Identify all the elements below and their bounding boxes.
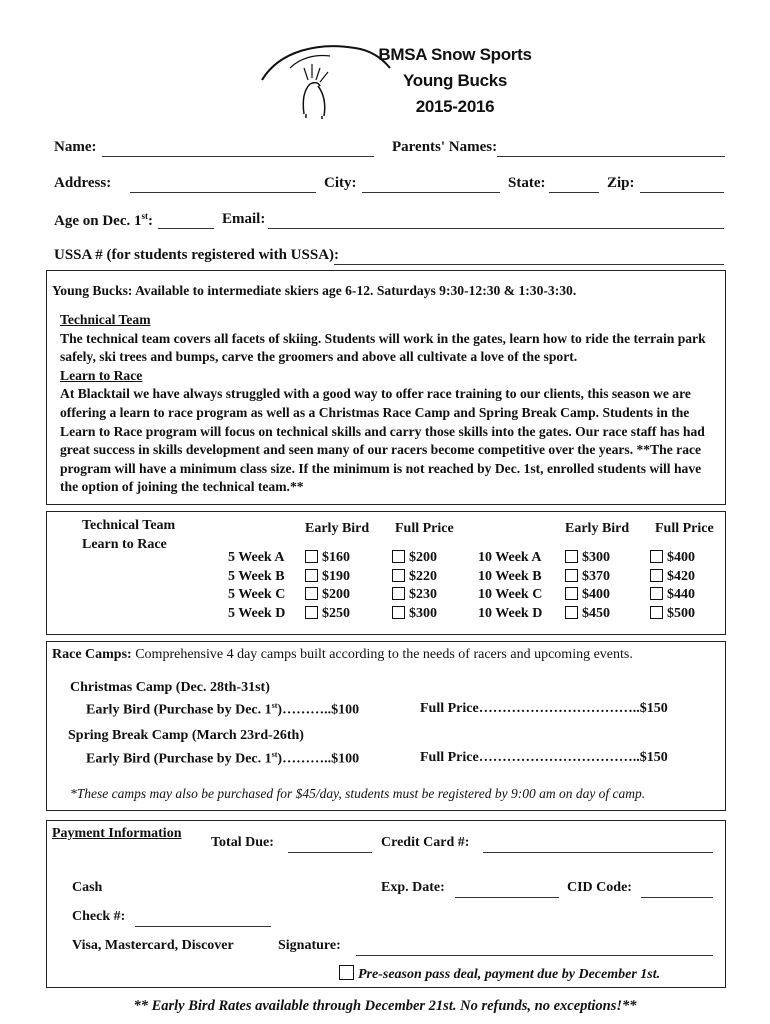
early-bird-header-right: Early Bird: [565, 521, 630, 536]
xmas-full-price: Full Price……………………………..$150: [420, 701, 668, 716]
check-field[interactable]: [135, 912, 271, 927]
price-option[interactable]: $300: [565, 549, 610, 568]
spring-early-bird: Early Bird (Purchase by Dec. 1st)………..$100: [86, 750, 360, 767]
camps-note: *These camps may also be purchased for $45/day, students must be registered by 9:00 am on day of camp.: [70, 786, 646, 801]
week-label: 5 Week D: [228, 605, 286, 621]
total-due-field[interactable]: [288, 838, 372, 853]
week-label: 5 Week A: [228, 550, 285, 565]
checkbox: [565, 550, 578, 563]
week-label: 10 Week B: [478, 568, 542, 584]
price-option[interactable]: $370: [565, 568, 610, 587]
learn-to-race-heading: Learn to Race: [60, 367, 143, 383]
pricing-right-early: [565, 549, 610, 623]
price-option[interactable]: $500: [650, 605, 695, 624]
pricing-right-full: [650, 549, 695, 623]
cid-code-label: CID Code:: [567, 880, 632, 895]
learn-to-race-text: At Blacktail we have always struggled with a good way to offer race training to our clients, this season we are offering a learn to race program as well as a Christmas Race Camp and Spring Break Camp. Students in the Learn to Race program will focus on technical skills and carry those skills into the gates. Our race staff has had great success in skills development and seen many of our racers become competitive over the years. **The race program will have a minimum class size. If the minimum is not reached by Dec. 1st, enrolled students will have the option of joining the technical team.**: [60, 386, 705, 495]
pricing-left-full: [392, 549, 437, 623]
title-line-3: 2015-2016: [415, 97, 495, 116]
parents-label: Parents' Names:: [392, 139, 498, 155]
checkbox: [650, 587, 663, 600]
preseason-option[interactable]: Pre-season pass deal, payment due by December 1st.: [339, 965, 660, 983]
checkbox: [305, 569, 318, 582]
title-line-2: Young Bucks: [402, 71, 508, 90]
zip-field[interactable]: [640, 178, 724, 193]
city-field[interactable]: [362, 178, 500, 193]
checkbox: [392, 569, 405, 582]
week-label: 5 Week B: [228, 568, 285, 584]
checkbox: [305, 606, 318, 619]
price-option[interactable]: $400: [650, 549, 695, 568]
price-option[interactable]: $200: [305, 586, 350, 605]
week-label: 10 Week D: [478, 605, 543, 621]
email-label: Email:: [222, 211, 266, 227]
spring-camp-title: Spring Break Camp (March 23rd-26th): [68, 728, 304, 743]
age-label: Age on Dec. 1st:: [54, 211, 153, 229]
price-option[interactable]: $190: [305, 568, 350, 587]
checkbox: [565, 569, 578, 582]
week-label: 10 Week A: [478, 550, 542, 565]
price-option[interactable]: $160: [305, 549, 350, 568]
price-option[interactable]: $220: [392, 568, 437, 587]
price-option[interactable]: $300: [392, 605, 437, 624]
name-label: Name:: [54, 139, 97, 155]
checkbox: [565, 587, 578, 600]
pricing-left-early: [305, 549, 350, 623]
tech-team-heading: Technical Team: [60, 312, 151, 327]
state-field[interactable]: [549, 178, 599, 193]
checkbox: [392, 550, 405, 563]
checkbox: [650, 569, 663, 582]
ussa-field[interactable]: [334, 250, 724, 265]
spring-full-price: Full Price……………………………..$150: [420, 750, 668, 765]
name-field[interactable]: [102, 142, 374, 157]
week-label: 10 Week C: [478, 587, 543, 603]
signature-field[interactable]: [356, 941, 713, 956]
city-label: City:: [324, 175, 357, 191]
checkbox: [339, 965, 354, 980]
checkbox: [565, 606, 578, 619]
zip-label: Zip:: [607, 175, 635, 191]
checkbox: [650, 606, 663, 619]
full-price-header-right: Full Price: [655, 521, 714, 536]
title-line-1: BMSA Snow Sports: [378, 45, 532, 64]
price-option[interactable]: $420: [650, 568, 695, 587]
credit-card-field[interactable]: [483, 838, 713, 853]
signature-label: Signature:: [278, 938, 341, 953]
xmas-camp-title: Christmas Camp (Dec. 28th-31st): [70, 680, 270, 695]
exp-date-field[interactable]: [455, 883, 559, 898]
cid-code-field[interactable]: [641, 883, 713, 898]
price-option[interactable]: $440: [650, 586, 695, 605]
price-option[interactable]: $450: [565, 605, 610, 624]
prog-technical-team: Technical Team: [82, 518, 176, 533]
payment-heading: Payment Information: [52, 826, 182, 841]
checkbox: [305, 587, 318, 600]
cards-label: Visa, Mastercard, Discover: [72, 938, 234, 953]
price-option[interactable]: $200: [392, 549, 437, 568]
age-field[interactable]: [158, 214, 214, 229]
credit-card-label: Credit Card #:: [381, 835, 470, 850]
week-label: 5 Week C: [228, 587, 286, 603]
address-label: Address:: [54, 175, 112, 191]
address-field[interactable]: [130, 178, 316, 193]
exp-date-label: Exp. Date:: [381, 880, 445, 895]
checkbox: [650, 550, 663, 563]
pricing-right-weeks: [478, 549, 542, 623]
email-field[interactable]: [268, 214, 724, 229]
parents-field[interactable]: [497, 142, 725, 157]
early-bird-header-left: Early Bird: [305, 521, 370, 536]
footer-note: ** Early Bird Rates available through December 21st. No refunds, no exceptions!**: [133, 998, 637, 1014]
race-camps-intro: Race Camps: Comprehensive 4 day camps built according to the needs of racers and upcoming events.: [52, 647, 633, 662]
state-label: State:: [508, 175, 546, 191]
checkbox: [305, 550, 318, 563]
checkbox: [392, 606, 405, 619]
xmas-early-bird: Early Bird (Purchase by Dec. 1st)………..$100: [86, 701, 360, 718]
full-price-header-left: Full Price: [395, 521, 454, 536]
cash-label[interactable]: Cash: [72, 880, 103, 895]
tech-team-text: The technical team covers all facets of skiing. Students will work in the gates, learn how to ride the terrain park safely, ski trees and bumps, carve the groomers and above all cultivate a love of the sport.: [60, 330, 706, 365]
price-option[interactable]: $400: [565, 586, 610, 605]
check-label: Check #:: [72, 909, 126, 924]
total-due-label: Total Due:: [211, 835, 274, 850]
checkbox: [392, 587, 405, 600]
prog-learn-to-race: Learn to Race: [82, 537, 167, 552]
price-option[interactable]: $250: [305, 605, 350, 624]
price-option[interactable]: $230: [392, 586, 437, 605]
ussa-label: USSA # (for students registered with USSA):: [54, 247, 340, 263]
program-intro: Young Bucks: Available to intermediate skiers age 6-12. Saturdays 9:30-12:30 & 1:30-3:30.: [52, 283, 577, 298]
pricing-left-weeks: [228, 549, 285, 623]
